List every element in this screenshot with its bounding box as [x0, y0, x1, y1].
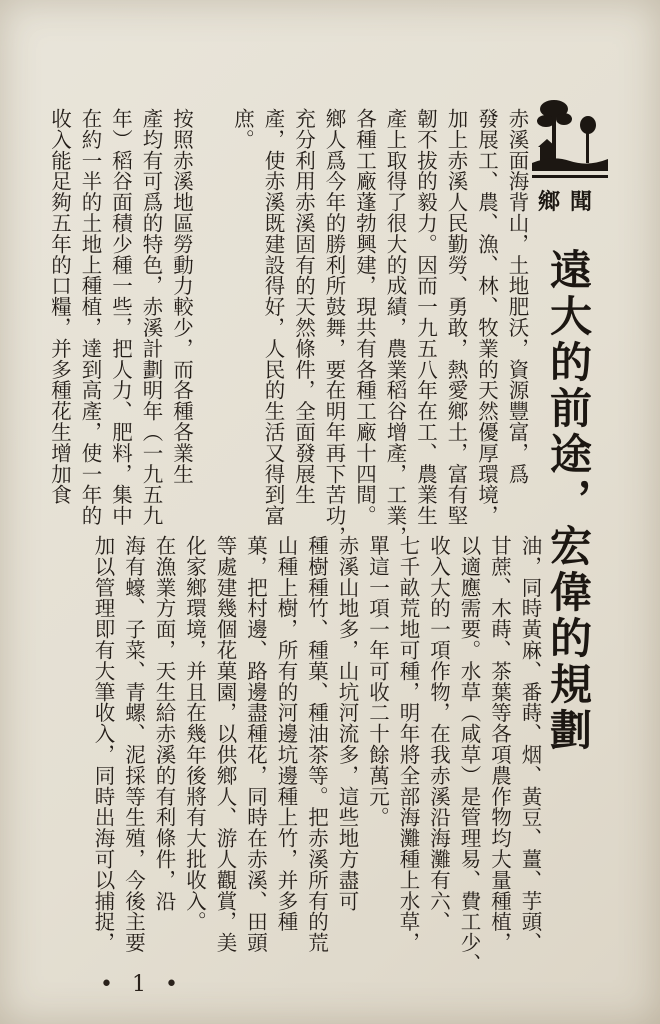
text-column: 赤溪山地多，山坑河流多，這些地方盡可	[335, 535, 359, 912]
text-column: 各種工廠蓬勃興建，現共有各種工廠十四間。	[352, 108, 377, 526]
text-column: 發展工、農、漁、林、牧業的天然優厚環境，	[474, 108, 499, 526]
text-column: 按照赤溪地區勞動力較少，而各種各業生	[169, 108, 194, 485]
text-column: 年）稻谷面積少種一些，把人力、肥料，集中	[108, 108, 133, 526]
text-column: 鄉人爲今年的勝利所鼓舞，要在明年再下苦功，	[322, 108, 346, 547]
text-column: 以適應需要。水草（咸草）是管理易、費工少、	[457, 535, 481, 974]
tree-landscape-icon	[532, 95, 608, 183]
column-logo	[532, 95, 608, 217]
article-title: 遠大的前途，宏偉的規劃	[544, 248, 593, 754]
text-column: 種樹種竹、種菓、種油茶等。把赤溪所有的荒	[304, 535, 329, 953]
text-column: 產均有可爲的特色，赤溪計劃明年（一九五九	[139, 108, 163, 526]
column-label: 鄉聞	[537, 189, 602, 215]
text-column: 油，同時黃麻、番蒔、烟、黃豆、薑、芋頭、	[518, 535, 542, 953]
text-column	[197, 108, 228, 563]
text-column: 赤溪面海背山，土地肥沃，資源豐富，爲	[505, 108, 529, 485]
text-column: 產上取得了很大的成績，農業稻谷增產，工業，	[383, 108, 407, 547]
text-column: 韌不拔的毅力。因而一九五八年在工、農業生	[413, 108, 438, 526]
text-column: 加以管理即有大筆收入，同時出海可以捕捉，	[91, 535, 115, 953]
text-column: 產，使赤溪既建設得好，人民的生活又得到富	[261, 108, 285, 526]
text-column: 加上赤溪人民勤勞、勇敢，熱愛鄉土，富有堅	[444, 108, 468, 526]
text-column: 等處建幾個花菓園，以供鄉人、游人觀賞，美	[213, 535, 237, 953]
text-column: 在約一半的土地上種植，達到高產，使一年的	[78, 108, 102, 526]
text-column: 甘蔗、木蒔、茶葉等各項農作物均大量種植，	[487, 535, 512, 953]
article-body-lower	[55, 535, 545, 990]
page-number: • 1 •	[100, 972, 184, 997]
text-column: 收入大的一項作物，在我赤溪沿海灘有六、	[426, 535, 451, 933]
text-column: 在漁業方面，天生給赤溪的有利條件，沿	[152, 535, 176, 912]
text-column: 海有蠔、子菜、青螺、泥採等生殖，今後主要	[121, 535, 146, 953]
text-column: 收入能足夠五年的口糧，并多種花生增加食	[47, 108, 72, 506]
text-column: 庶。	[230, 108, 255, 150]
article-body-upper	[47, 108, 532, 563]
text-column: 化家鄉環境，并且在幾年後將有大批收入。	[182, 535, 207, 933]
text-column: 充分利用赤溪固有的天然條件，全面發展生	[291, 108, 316, 506]
text-column: 單這一項一年可收二十餘萬元。	[365, 535, 390, 828]
text-column: 菓，把村邊、路邊盡種花，同時在赤溪、田頭	[243, 535, 268, 953]
text-column: 山種上樹，所有的河邊坑邊種上竹，并多種	[274, 535, 298, 933]
text-column: 七千畝荒地可種，明年將全部海灘種上水草，	[396, 535, 420, 953]
